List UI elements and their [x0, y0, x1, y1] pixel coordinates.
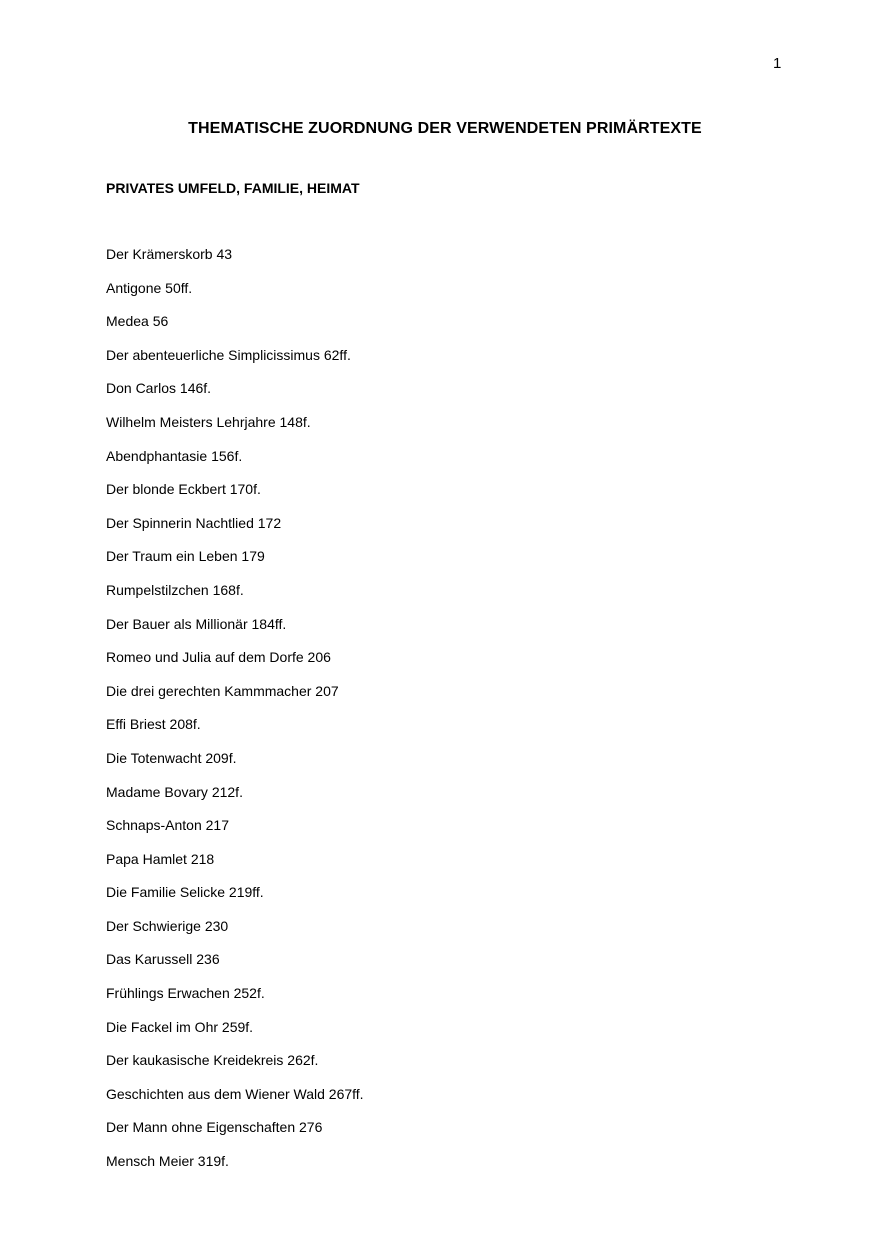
list-item: Die Totenwacht 209f. [106, 749, 237, 766]
list-item: Die drei gerechten Kammmacher 207 [106, 682, 339, 699]
list-item: Romeo und Julia auf dem Dorfe 206 [106, 649, 331, 666]
list-item: Die Fackel im Ohr 259f. [106, 1018, 254, 1035]
list-item: Der blonde Eckbert 170f. [106, 481, 261, 498]
list-item: Wilhelm Meisters Lehrjahre 148f. [106, 413, 311, 430]
list-item: Das Karussell 236 [106, 951, 220, 968]
section-heading: PRIVATES UMFELD, FAMILIE, HEIMAT [106, 180, 360, 196]
list-item: Der Spinnerin Nachtlied 172 [106, 514, 282, 531]
list-item: Antigone 50ff. [106, 279, 193, 296]
list-item: Der Bauer als Millionär 184ff. [106, 615, 287, 632]
list-item: Der Traum ein Leben 179 [106, 548, 265, 565]
list-item: Frühlings Erwachen 252f. [106, 985, 265, 1002]
list-item: Geschichten aus dem Wiener Wald 267ff. [106, 1085, 364, 1102]
list-item: Abendphantasie 156f. [106, 447, 243, 464]
page-number: 1 [773, 55, 782, 72]
list-item: Don Carlos 146f. [106, 380, 212, 397]
list-item: Mensch Meier 319f. [106, 1153, 229, 1170]
list-item: Die Familie Selicke 219ff. [106, 884, 264, 901]
list-item: Medea 56 [106, 313, 169, 330]
document-title: THEMATISCHE ZUORDNUNG DER VERWENDETEN PRIMÄRTEXTE [188, 119, 702, 137]
list-item: Der Mann ohne Eigenschaften 276 [106, 1119, 323, 1136]
list-item: Schnaps-Anton 217 [106, 817, 229, 834]
list-item: Madame Bovary 212f. [106, 783, 243, 800]
list-item: Der Schwierige 230 [106, 917, 229, 934]
list-item: Rumpelstilzchen 168f. [106, 581, 244, 598]
list-item: Der kaukasische Kreidekreis 262f. [106, 1052, 319, 1069]
list-item: Der Krämerskorb 43 [106, 246, 233, 262]
list-item: Effi Briest 208f. [106, 716, 201, 733]
list-item: Papa Hamlet 218 [106, 850, 215, 867]
list-item: Der abenteuerliche Simplicissimus 62ff. [106, 346, 351, 363]
entry-list [106, 244, 364, 1185]
